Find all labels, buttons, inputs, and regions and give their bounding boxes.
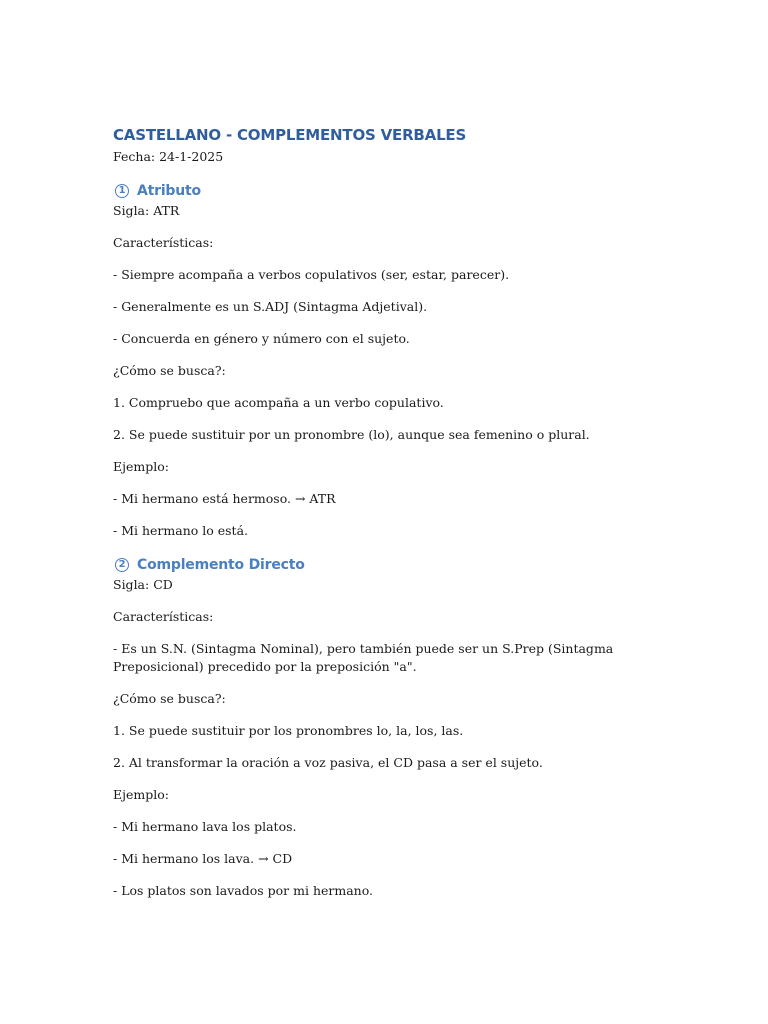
paragraph: 2. Se puede sustituir por un pronombre (lo), aunque sea femenino o plural. bbox=[113, 427, 590, 442]
paragraph: ¿Cómo se busca?: bbox=[113, 691, 226, 706]
paragraph: Sigla: ATR bbox=[113, 203, 180, 218]
section-heading-text: Complemento Directo bbox=[137, 557, 305, 573]
section-heading bbox=[113, 180, 633, 202]
circled-number-icon: 2 bbox=[115, 558, 129, 572]
section-atributo bbox=[113, 180, 633, 540]
section-heading-text: Atributo bbox=[137, 183, 201, 199]
paragraph: - Mi hermano lava los platos. bbox=[113, 819, 297, 834]
paragraph: Características: bbox=[113, 609, 214, 624]
paragraph: 1. Compruebo que acompaña a un verbo copulativo. bbox=[113, 395, 444, 410]
paragraph: Ejemplo: bbox=[113, 459, 169, 474]
paragraph: - Mi hermano los lava. → CD bbox=[113, 851, 293, 866]
paragraph: - Mi hermano lo está. bbox=[113, 523, 249, 538]
paragraph: - Mi hermano está hermoso. → ATR bbox=[113, 491, 336, 506]
paragraph: 1. Se puede sustituir por los pronombres lo, la, los, las. bbox=[113, 723, 464, 738]
paragraph: - Siempre acompaña a verbos copulativos (ser, estar, parecer). bbox=[113, 267, 510, 282]
paragraph: Ejemplo: bbox=[113, 787, 169, 802]
paragraph: - Los platos son lavados por mi hermano. bbox=[113, 883, 374, 898]
paragraph: Sigla: CD bbox=[113, 577, 173, 592]
section-heading bbox=[113, 554, 633, 576]
circled-number-icon: 1 bbox=[115, 184, 129, 198]
paragraph: Características: bbox=[113, 235, 214, 250]
paragraph: ¿Cómo se busca?: bbox=[113, 363, 226, 378]
paragraph: - Concuerda en género y número con el sujeto. bbox=[113, 331, 410, 346]
paragraph: 2. Al transformar la oración a voz pasiva, el CD pasa a ser el sujeto. bbox=[113, 755, 543, 770]
paragraph: - Es un S.N. (Sintagma Nominal), pero también puede ser un S.Prep (Sintagma Preposicional) precedido por la preposición "a". bbox=[113, 641, 614, 674]
section-complemento-directo bbox=[113, 554, 633, 900]
document-content bbox=[113, 124, 633, 914]
document-title: CASTELLANO - COMPLEMENTOS VERBALES bbox=[113, 126, 467, 144]
document-date: Fecha: 24-1-2025 bbox=[113, 149, 224, 164]
paragraph: - Generalmente es un S.ADJ (Sintagma Adjetival). bbox=[113, 299, 428, 314]
